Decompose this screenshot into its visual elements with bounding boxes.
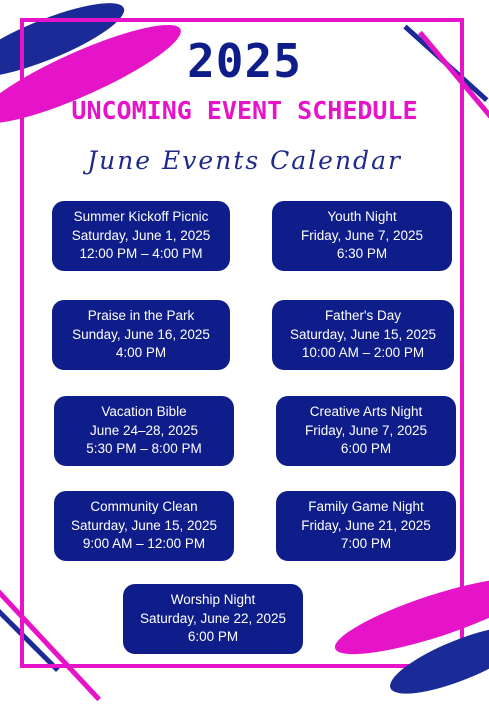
event-date: Sunday, June 16, 2025 (72, 326, 210, 342)
event-date: June 24–28, 2025 (89, 422, 199, 438)
event-card (272, 300, 454, 370)
event-date: Friday, June 7, 2025 (304, 422, 428, 438)
event-time: 4:00 PM (115, 345, 167, 361)
event-date: Saturday, June 15, 2025 (289, 326, 437, 342)
event-time: 5:30 PM – 8:00 PM (86, 441, 202, 457)
event-name: Community Clean (90, 499, 198, 515)
year-heading: 2025 (187, 34, 302, 88)
calendar-script-title: June Events Calendar (87, 146, 402, 175)
event-card (276, 491, 456, 561)
event-date: Friday, June 7, 2025 (300, 227, 424, 243)
event-time: 12:00 PM – 4:00 PM (79, 246, 203, 262)
event-time: 6:00 PM (187, 629, 239, 645)
event-name: Creative Arts Night (309, 404, 423, 420)
event-card (276, 396, 456, 466)
event-name: Youth Night (327, 209, 397, 225)
event-card (123, 584, 303, 654)
event-time: 10:00 AM – 2:00 PM (301, 345, 425, 361)
event-card (52, 201, 230, 271)
event-card (54, 491, 234, 561)
event-time: 9:00 AM – 12:00 PM (82, 536, 206, 552)
event-name: Family Game Night (308, 499, 424, 515)
event-card (272, 201, 452, 271)
event-date: Saturday, June 15, 2025 (70, 517, 218, 533)
event-time: 6:00 PM (340, 441, 392, 457)
event-name: Vacation Bible (101, 404, 187, 420)
event-name: Father's Day (324, 308, 402, 324)
event-card (54, 396, 234, 466)
event-name: Summer Kickoff Picnic (73, 209, 209, 225)
event-time: 7:00 PM (340, 536, 392, 552)
event-date: Friday, June 21, 2025 (301, 517, 431, 533)
event-name: Worship Night (170, 592, 256, 608)
event-date: Saturday, June 1, 2025 (71, 227, 211, 243)
event-name: Praise in the Park (87, 308, 195, 324)
event-date: Saturday, June 22, 2025 (139, 610, 287, 626)
event-time: 6:30 PM (336, 246, 388, 262)
schedule-subtitle: UNCOMING EVENT SCHEDULE (71, 96, 418, 125)
event-card (52, 300, 230, 370)
